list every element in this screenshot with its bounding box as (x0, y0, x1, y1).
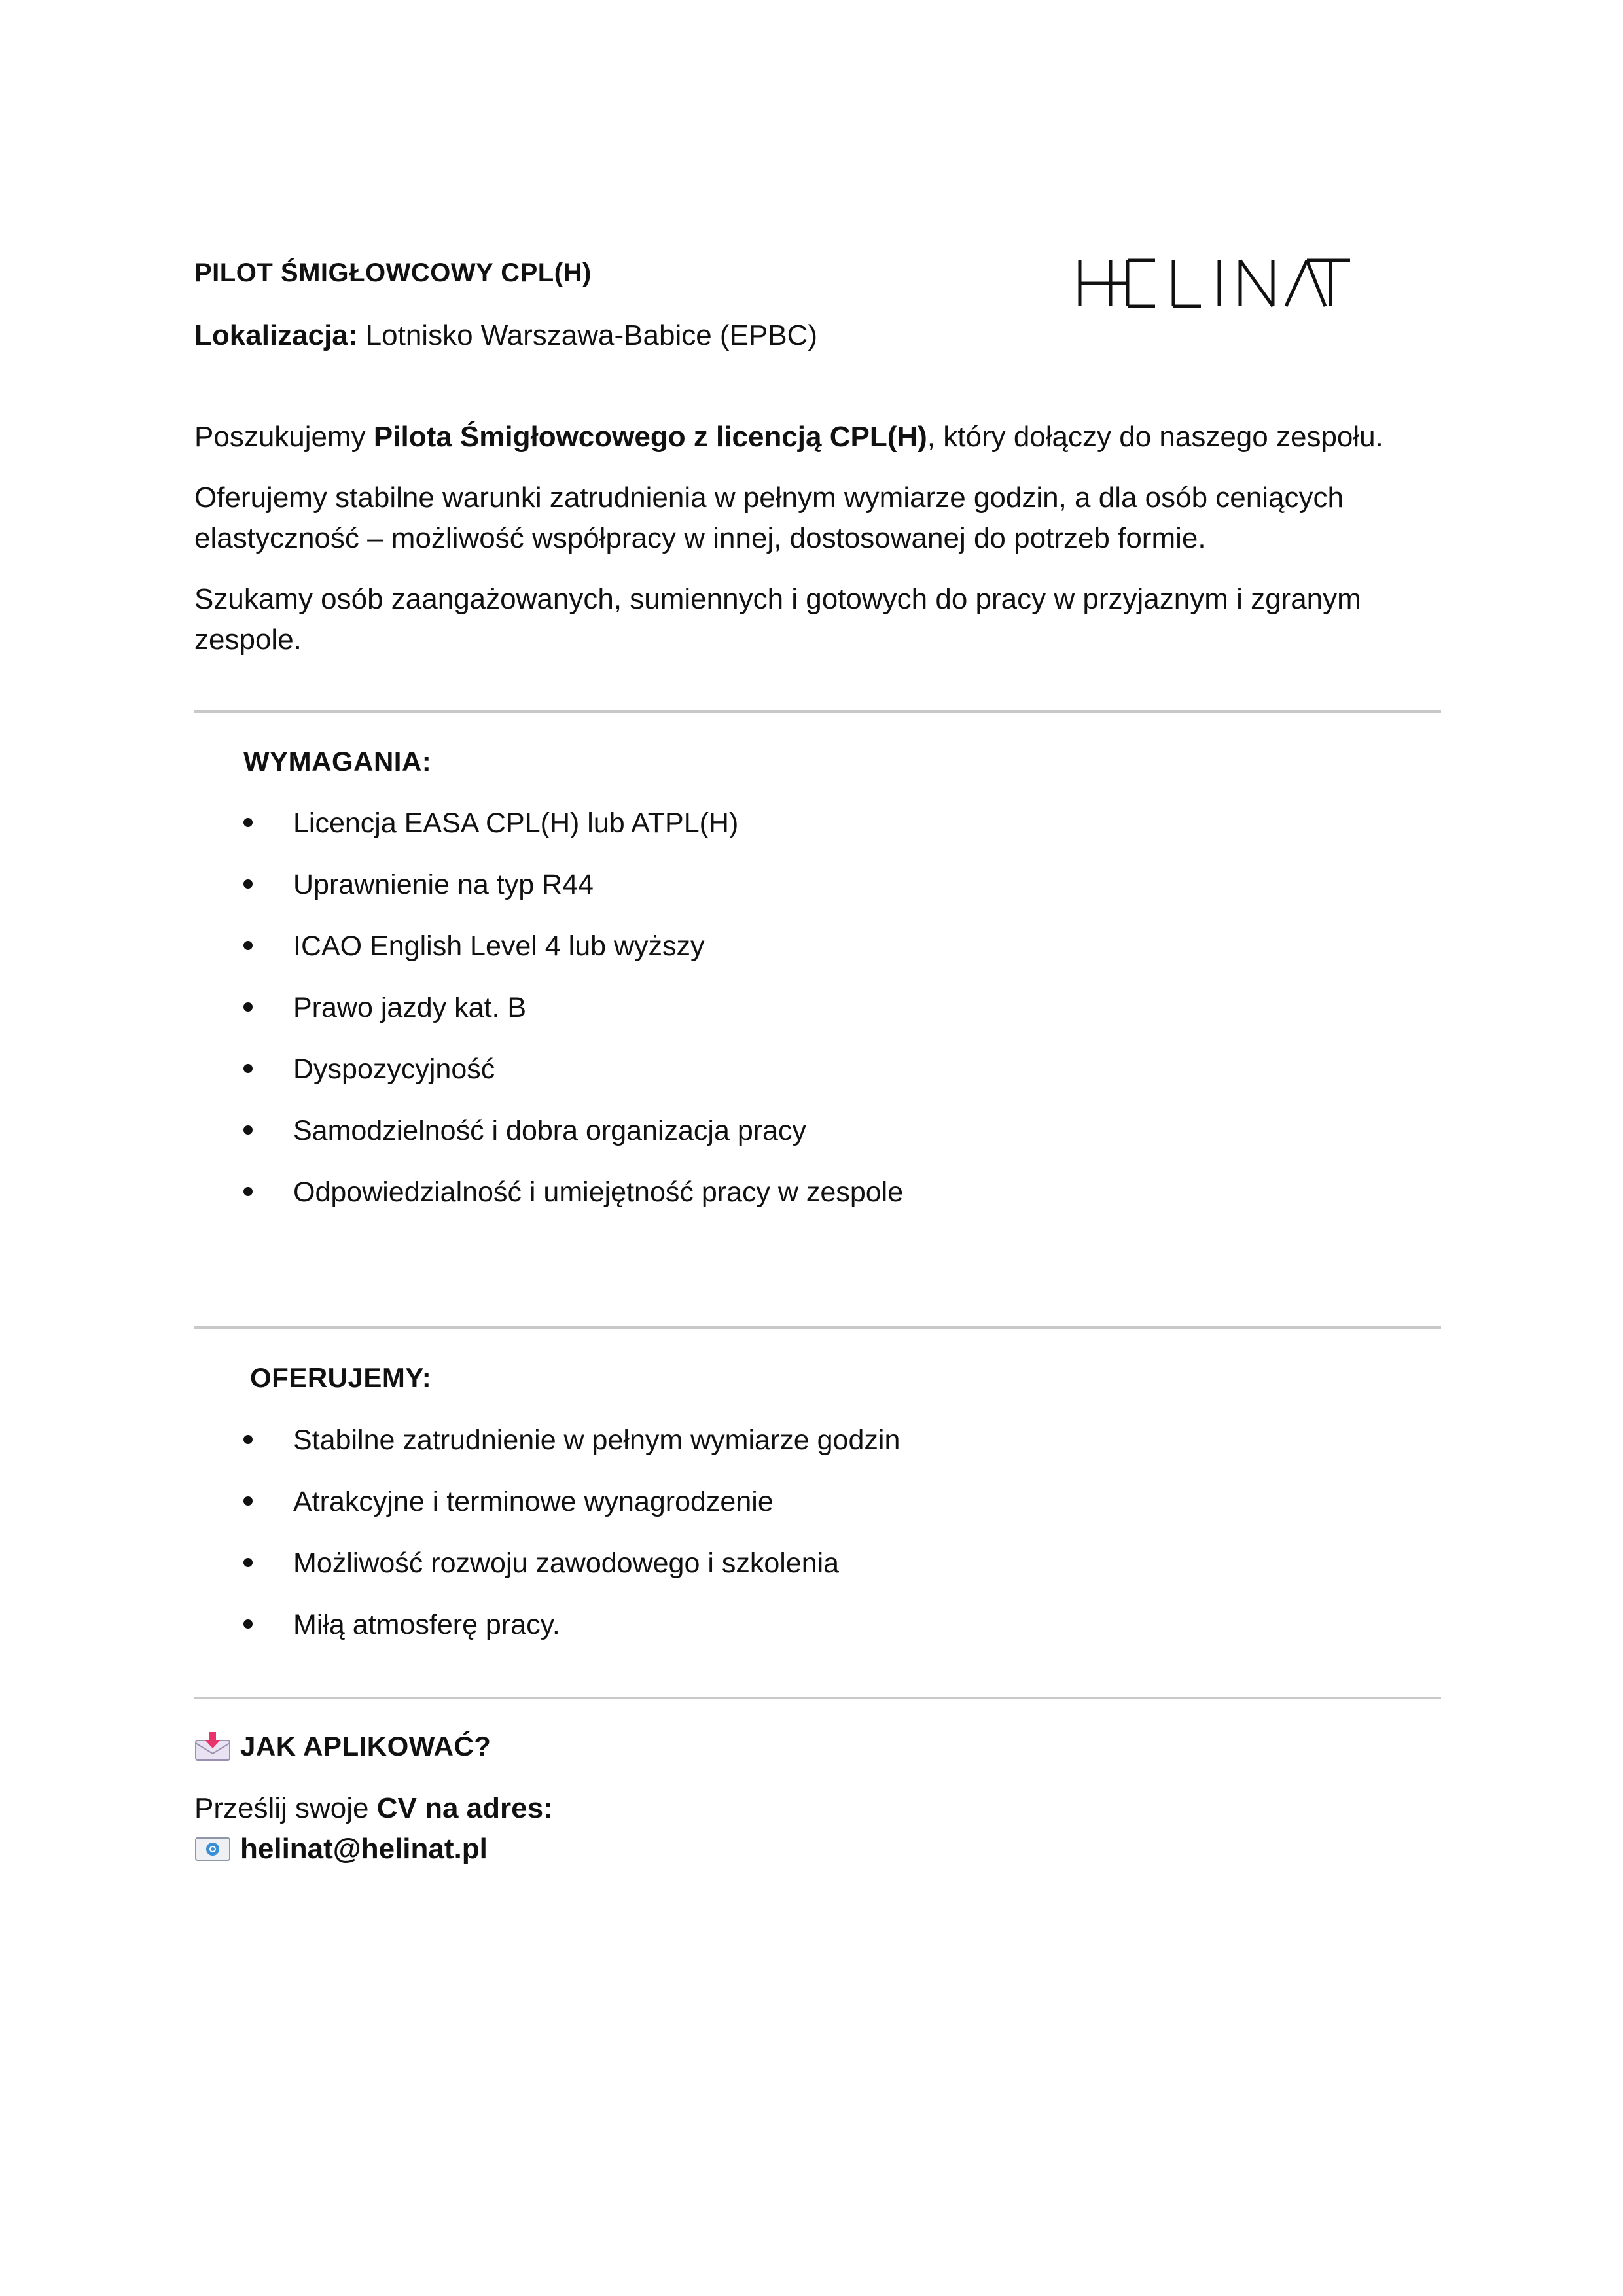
job-title: PILOT ŚMIGŁOWCOWY CPL(H) (194, 258, 592, 287)
list-item: Prawo jazdy kat. B (243, 988, 1356, 1050)
inbox-tray-icon (194, 1731, 231, 1761)
list-item: Miłą atmosferę pracy. (243, 1605, 1356, 1667)
intro-paragraph-1 (194, 417, 1451, 457)
divider-2 (194, 1326, 1441, 1329)
intro-paragraph-2: Oferujemy stabilne warunki zatrudnienia w pełnym wymiarze godzin, a dla osób ceniących elastyczność – możliwość współpracy w innej, dostosowanej do potrzeb formie. (194, 482, 1344, 554)
list-item: Atrakcyjne i terminowe wynagrodzenie (243, 1482, 1356, 1544)
intro-paragraph-3: Szukamy osób zaangażowanych, sumiennych i gotowych do pracy w przyjaznym i zgranym zespole. (194, 583, 1361, 656)
location-line (194, 315, 817, 356)
bullet-icon (243, 941, 253, 950)
email-icon (194, 1836, 231, 1862)
divider-1 (194, 710, 1441, 713)
requirements-heading: WYMAGANIA: (243, 746, 432, 777)
intro-p1-before: Poszukujemy (194, 421, 374, 453)
intro-p1-bold: Pilota Śmigłowcowego z licencją CPL(H) (373, 421, 927, 453)
list-item: Licencja EASA CPL(H) lub ATPL(H) (243, 804, 1356, 865)
location-label: Lokalizacja: (194, 319, 358, 351)
apply-heading (194, 1731, 491, 1762)
apply-heading-text: JAK APLIKOWAĆ? (240, 1731, 491, 1761)
bullet-icon (243, 1064, 253, 1073)
bullet-icon (243, 1496, 253, 1506)
bullet-icon (243, 1125, 253, 1135)
email-link[interactable]: helinat@helinat.pl (240, 1833, 488, 1865)
bullet-icon (243, 879, 253, 889)
helinat-logo (1077, 254, 1351, 313)
offer-list (243, 1421, 1356, 1667)
send-cv-line: Prześlij swoje CV na adres: (194, 1792, 553, 1824)
bullet-icon (243, 1558, 253, 1567)
list-item: Uprawnienie na typ R44 (243, 865, 1356, 927)
list-item: ICAO English Level 4 lub wyższy (243, 927, 1356, 988)
location-value: Lotnisko Warszawa-Babice (EPBC) (357, 319, 818, 351)
list-item: Stabilne zatrudnienie w pełnym wymiarze godzin (243, 1421, 1356, 1482)
divider-3 (194, 1697, 1441, 1699)
requirements-list (243, 804, 1356, 1234)
list-item: Odpowiedzialność i umiejętność pracy w zespole (243, 1173, 1356, 1234)
intro-p1-after: , który dołączy do naszego zespołu. (927, 421, 1383, 453)
bullet-icon (243, 1619, 253, 1629)
email-line (194, 1829, 488, 1869)
list-item: Samodzielność i dobra organizacja pracy (243, 1111, 1356, 1173)
list-item: Możliwość rozwoju zawodowego i szkolenia (243, 1544, 1356, 1605)
list-item: Dyspozycyjność (243, 1050, 1356, 1111)
bullet-icon (243, 1187, 253, 1196)
bullet-icon (243, 818, 253, 827)
offer-heading: OFERUJEMY: (250, 1362, 432, 1393)
bullet-icon (243, 1002, 253, 1012)
bullet-icon (243, 1435, 253, 1444)
